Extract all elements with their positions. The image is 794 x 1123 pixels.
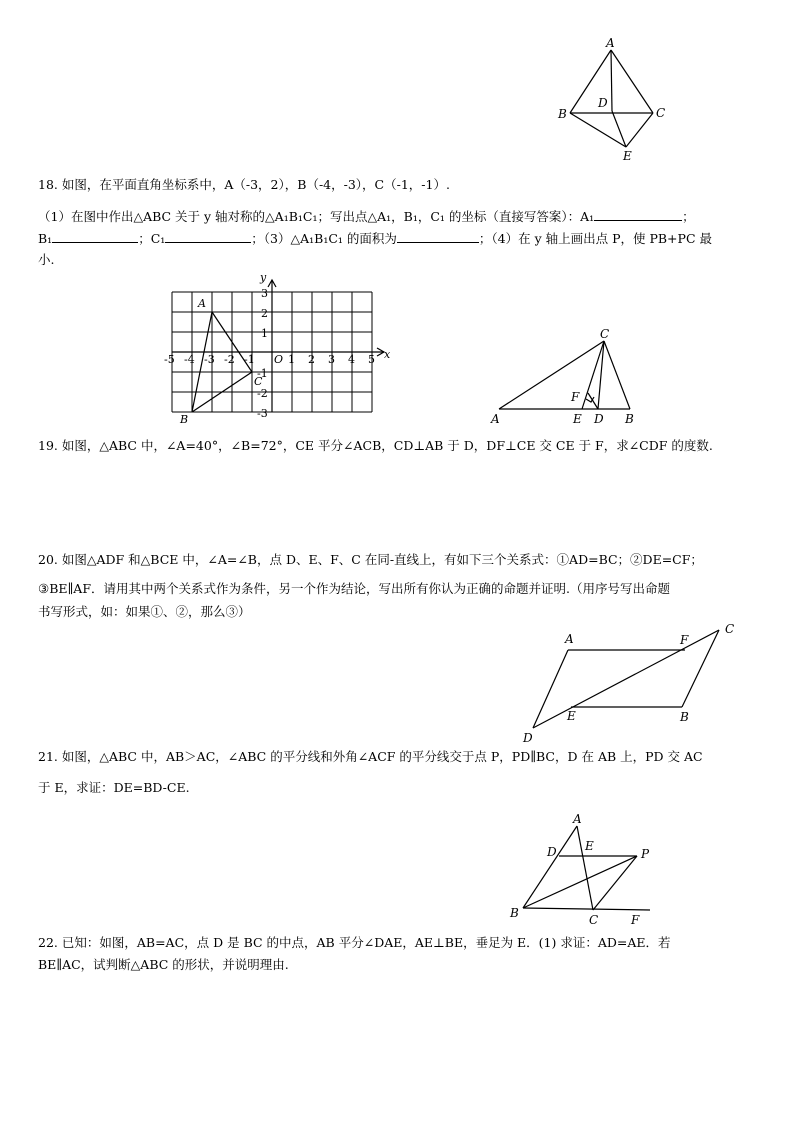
label-c: C — [589, 913, 599, 927]
y-tick-label: 3 — [261, 287, 268, 300]
label-f: F — [571, 390, 580, 404]
x-tick-label: -4 — [184, 353, 195, 366]
x-tick-label: 4 — [348, 353, 355, 366]
label-p: P — [641, 847, 650, 861]
x-tick-label: 2 — [308, 353, 315, 366]
label-d: D — [523, 731, 533, 745]
problem-18-line3 — [38, 230, 712, 247]
c1-label: ；C₁ — [138, 231, 166, 246]
problem-22-line2: BE∥AC，试判断△ABC 的形状，并说明理由. — [38, 957, 289, 972]
x-tick-label: 1 — [288, 353, 295, 366]
problem-20-line2: ③BE∥AF．请用其中两个关系式作为条件，另一个作为结论，写出所有你认为正确的命题并证明.（用序号写出命题 — [38, 581, 670, 596]
label-e: E — [623, 149, 632, 163]
x-axis-label: x — [384, 348, 391, 361]
problem-20-line1: 20. 如图△ADF 和△BCE 中，∠A=∠B，点 D、E、F、C 在同-直线上，有如下三个关系式：①AD=BC；②DE=CF； — [38, 552, 703, 567]
coordinate-grid — [160, 270, 400, 430]
x-tick-label: 3 — [328, 353, 335, 366]
label-c: C — [600, 327, 610, 341]
label-b: B — [510, 906, 519, 920]
label-d: D — [598, 96, 608, 110]
y-tick-label: -1 — [257, 367, 268, 380]
problem-22-line1: 22. 已知：如图，AB=AC，点 D 是 BC 的中点，AB 平分∠DAE，AE⊥BE，垂足为 E．(1) 求证：AD=AE．若 — [38, 935, 671, 950]
label-d: D — [547, 845, 557, 859]
label-e: E — [567, 709, 576, 723]
x-tick-label: -2 — [224, 353, 235, 366]
answer-blank-b1[interactable] — [52, 230, 138, 243]
label-b: B — [680, 710, 689, 724]
point-p-question: ；（4）在 y 轴上画出点 P，使 PB+PC 最 — [478, 231, 712, 246]
label-f: F — [631, 913, 640, 927]
y-axis-label: y — [260, 271, 267, 284]
problem-18-part1-text: （1）在图中作出△ABC 关于 y 轴对称的△A₁B₁C₁；写出点△A₁，B₁，C₁ 的坐标（直接写答案）：A₁ — [38, 209, 595, 224]
problem-21-line2: 于 E，求证：DE=BD-CE. — [38, 780, 190, 795]
origin-label: O — [274, 353, 284, 366]
point-c-label: C — [254, 375, 263, 388]
area-question: ；（3）△A₁B₁C₁ 的面积为 — [251, 231, 397, 246]
answer-blank-a1[interactable] — [594, 208, 682, 221]
figure-21 — [505, 810, 665, 932]
y-tick-label: -2 — [257, 387, 268, 400]
problem-18-line1: 18. 如图，在平面直角坐标系中，A（-3，2），B（-4，-3），C（-1，-1）. — [38, 177, 450, 192]
problem-18-semicolon: ； — [682, 209, 695, 224]
label-a: A — [606, 36, 615, 50]
y-tick-label: 2 — [261, 307, 268, 320]
y-tick-label: -3 — [257, 407, 268, 420]
label-d: D — [594, 412, 604, 426]
figure-19 — [485, 325, 645, 435]
x-tick-label: -1 — [244, 353, 255, 366]
point-a-label: A — [198, 297, 206, 310]
y-tick-label: 1 — [261, 327, 268, 340]
label-e: E — [585, 839, 594, 853]
answer-blank-c1[interactable] — [165, 230, 251, 243]
problem-20-line3: 书写形式，如：如果①、②，那么③） — [38, 604, 251, 619]
b1-label: B₁ — [38, 231, 53, 246]
point-b-label: B — [180, 413, 189, 426]
label-b: B — [558, 107, 567, 121]
problem-21-line1: 21. 如图，△ABC 中，AB＞AC，∠ABC 的平分线和外角∠ACF 的平分线交于点 P，PD∥BC，D 在 AB 上，PD 交 AC — [38, 749, 703, 764]
label-c: C — [725, 622, 735, 636]
figure-20 — [515, 618, 745, 746]
label-f: F — [680, 633, 689, 647]
label-e: E — [573, 412, 582, 426]
x-tick-label: -3 — [204, 353, 215, 366]
problem-19: 19. 如图，△ABC 中，∠A=40°，∠B=72°，CE 平分∠ACB，CD⊥AB 于 D，DF⊥CE 交 CE 于 F，求∠CDF 的度数. — [38, 438, 713, 453]
x-tick-label: -5 — [164, 353, 175, 366]
problem-18-line4: 小. — [38, 252, 55, 267]
figure-17 — [550, 36, 670, 166]
label-a: A — [573, 812, 582, 826]
label-b: B — [625, 412, 634, 426]
label-a: A — [565, 632, 574, 646]
x-tick-label: 5 — [368, 353, 375, 366]
answer-blank-area[interactable] — [397, 230, 479, 243]
problem-18-line2 — [38, 208, 695, 225]
label-a: A — [491, 412, 500, 426]
label-c: C — [656, 106, 666, 120]
